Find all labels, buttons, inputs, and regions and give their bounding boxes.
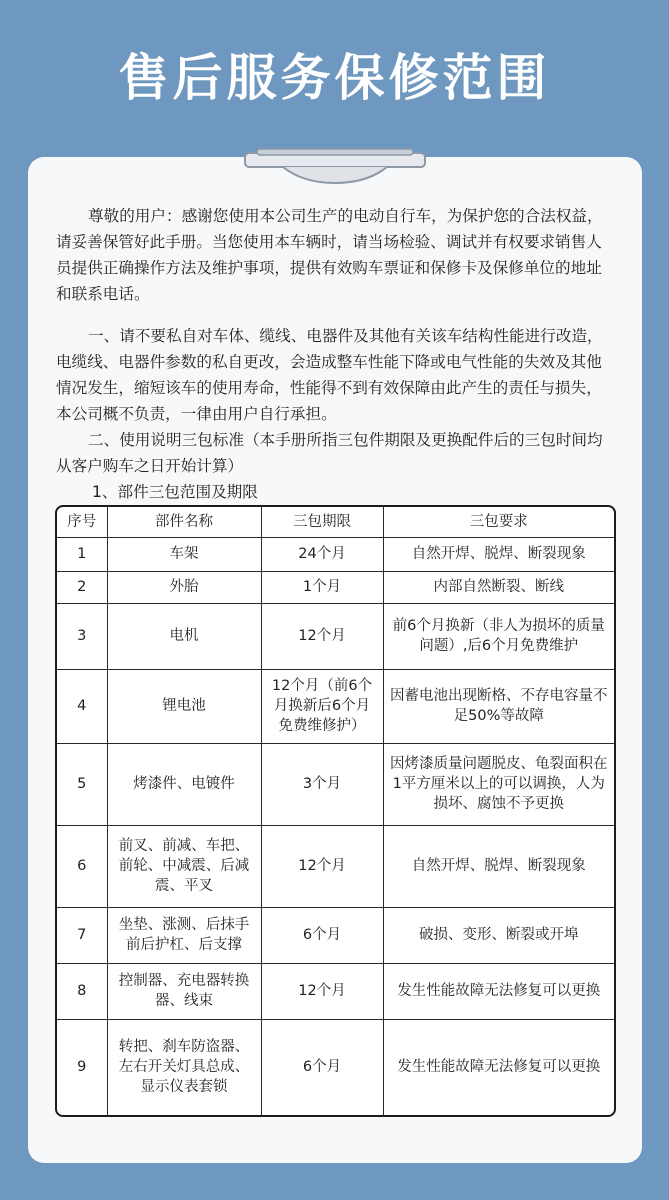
row-number: 1 [57, 537, 107, 571]
warranty-period: 12个月 [261, 963, 383, 1019]
warranty-period: 12个月 [261, 603, 383, 669]
part-name: 转把、刹车防盗器、左右开关灯具总成、显示仪表套锁 [107, 1019, 261, 1115]
warranty-requirement: 发生性能故障无法修复可以更换 [383, 963, 614, 1019]
row-number: 6 [57, 825, 107, 907]
warranty-period: 6个月 [261, 1019, 383, 1115]
column-header-period: 三包期限 [261, 507, 383, 537]
column-header-requirement: 三包要求 [383, 507, 614, 537]
warranty-requirement: 发生性能故障无法修复可以更换 [383, 1019, 614, 1115]
intro-paragraph-rule-2: 二、使用说明三包标准（本手册所指三包件期限及更换配件后的三包时间均从客户购车之日开始计算） [56, 431, 603, 475]
table-header-row [57, 507, 614, 537]
row-number: 5 [57, 743, 107, 825]
warranty-requirement: 自然开焊、脱焊、断裂现象 [383, 825, 614, 907]
row-number: 4 [57, 669, 107, 743]
table-row [57, 537, 614, 571]
warranty-table [55, 505, 616, 1117]
warranty-period: 12个月（前6个月换新后6个月免费维修护） [261, 669, 383, 743]
warranty-requirement: 因蓄电池出现断格、不存电容量不足50%等故障 [383, 669, 614, 743]
warranty-period: 12个月 [261, 825, 383, 907]
warranty-period: 1个月 [261, 571, 383, 603]
part-name: 前叉、前减、车把、前轮、中减震、后减震、平叉 [107, 825, 261, 907]
warranty-period: 24个月 [261, 537, 383, 571]
column-header-number: 序号 [57, 507, 107, 537]
part-name: 车架 [107, 537, 261, 571]
table-row [57, 963, 614, 1019]
part-name: 电机 [107, 603, 261, 669]
intro-paragraph-greeting: 尊敬的用户：感谢您使用本公司生产的电动自行车，为保护您的合法权益，请妥善保管好此手册。当您使用本车辆时，请当场检验、调试并有权要求销售人员提供正确操作方法及维护事项，提供有效购车票证和保修卡及保修单位的地址和联系电话。 [56, 207, 603, 303]
table-row [57, 825, 614, 907]
table-row [57, 907, 614, 963]
row-number: 9 [57, 1019, 107, 1115]
column-header-part-name: 部件名称 [107, 507, 261, 537]
intro-text [56, 203, 616, 505]
warranty-period: 6个月 [261, 907, 383, 963]
row-number: 8 [57, 963, 107, 1019]
table-row [57, 669, 614, 743]
row-number: 2 [57, 571, 107, 603]
intro-paragraph-rule-1: 一、请不要私自对车体、缆线、电器件及其他有关该车结构性能进行改造，电缆线、电器件参数的私自更改，会造成整车性能下降或电气性能的失效及其他情况发生，缩短该车的使用寿命，性能得不到有效保障由此产生的责任与损失，本公司概不负责，一律由用户自行承担。 [56, 327, 603, 423]
table-row [57, 603, 614, 669]
row-number: 3 [57, 603, 107, 669]
warranty-requirement: 内部自然断裂、断线 [383, 571, 614, 603]
part-name: 锂电池 [107, 669, 261, 743]
warranty-requirement: 破损、变形、断裂或开埠 [383, 907, 614, 963]
part-name: 外胎 [107, 571, 261, 603]
warranty-requirement: 自然开焊、脱焊、断裂现象 [383, 537, 614, 571]
part-name: 烤漆件、电镀件 [107, 743, 261, 825]
part-name: 控制器、充电器转换器、线束 [107, 963, 261, 1019]
warranty-period: 3个月 [261, 743, 383, 825]
page-title: 售后服务保修范围 [118, 49, 551, 107]
intro-paragraph-section-heading: 1、部件三包范围及期限 [92, 483, 258, 501]
warranty-requirement: 因烤漆质量问题脱皮、龟裂面积在1平方厘米以上的可以调换，人为损坏、腐蚀不予更换 [383, 743, 614, 825]
table-row [57, 1019, 614, 1115]
table-row [57, 743, 614, 825]
table-row [57, 571, 614, 603]
part-name: 坐垫、涨测、后抹手前后护杠、后支撑 [107, 907, 261, 963]
row-number: 7 [57, 907, 107, 963]
warranty-requirement: 前6个月换新（非人为损坏的质量问题）,后6个月免费维护 [383, 603, 614, 669]
clipboard-clip-icon [243, 147, 427, 187]
